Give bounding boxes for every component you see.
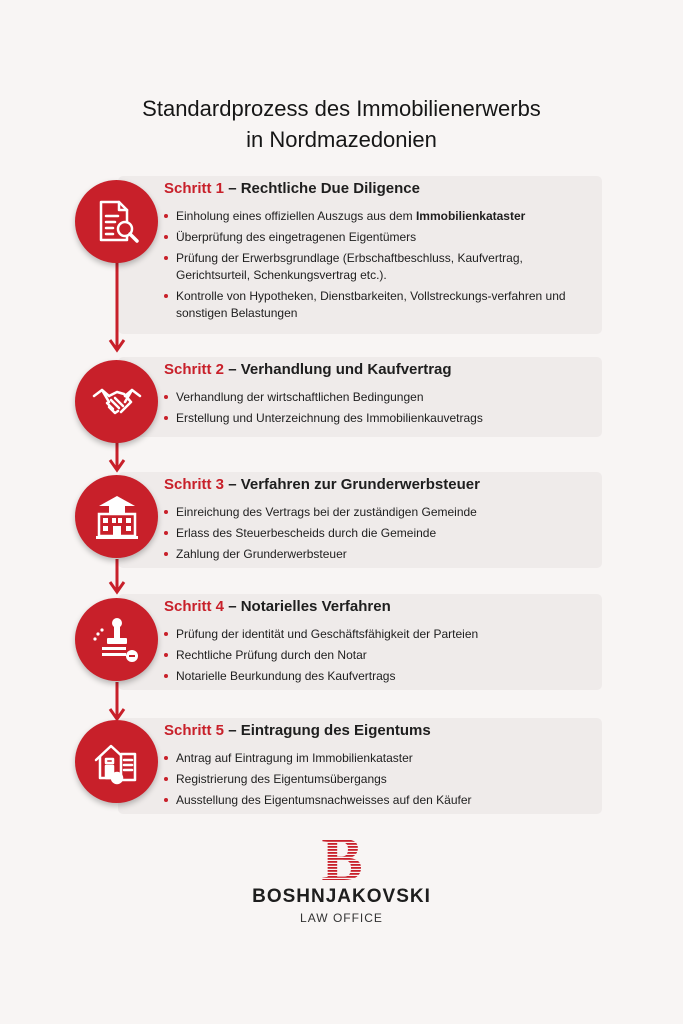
step-2-list bbox=[164, 389, 596, 431]
step-1-label: Schritt 1 bbox=[164, 180, 225, 197]
step-5-card bbox=[118, 718, 602, 814]
step-3-label: Schritt 3 bbox=[164, 476, 225, 493]
government-building-icon bbox=[75, 475, 158, 558]
list-item: Rechtliche Prüfung durch den Notar bbox=[164, 647, 596, 664]
step-2-card bbox=[118, 357, 602, 437]
step-2-dash: – bbox=[228, 361, 237, 378]
brand-logo-letter: B bbox=[321, 828, 363, 884]
document-search-icon bbox=[75, 180, 158, 263]
step-2-name: Verhandlung und Kaufvertrag bbox=[240, 361, 452, 378]
list-item: Überprüfung des eingetragenen Eigentümers bbox=[164, 229, 596, 246]
step-4-list bbox=[164, 626, 596, 689]
page-title-line-2: in Nordmazedonien bbox=[246, 127, 437, 152]
step-3-dash: – bbox=[228, 476, 237, 493]
list-item: Zahlung der Grunderwerbsteuer bbox=[164, 546, 596, 563]
emphasis-text: Immobilienkataster bbox=[415, 209, 526, 223]
step-3-card bbox=[118, 472, 602, 568]
list-item: Prüfung der identität und Geschäftsfähigkeit der Parteien bbox=[164, 626, 596, 643]
house-document-icon bbox=[75, 720, 158, 803]
step-1-dash: – bbox=[228, 180, 237, 197]
list-item: Ausstellung des Eigentumsnachweisses auf den Käufer bbox=[164, 792, 596, 809]
step-5-name: Eintragung des Eigentums bbox=[240, 722, 431, 739]
step-3-name: Verfahren zur Grunderwerbsteuer bbox=[240, 476, 480, 493]
connector-arrow-2 bbox=[108, 439, 126, 473]
step-1-list bbox=[164, 208, 596, 326]
list-item: Kontrolle von Hypotheken, Dienstbarkeiten, Vollstreckungs-verfahren und sonstigen Belastungen bbox=[164, 288, 596, 322]
handshake-icon bbox=[75, 360, 158, 443]
connector-arrow-3 bbox=[108, 559, 126, 595]
step-4-name: Notarielles Verfahren bbox=[240, 598, 391, 615]
step-4-heading bbox=[164, 598, 391, 615]
list-item: Notarielle Beurkundung des Kaufvertrags bbox=[164, 668, 596, 685]
step-1-card bbox=[118, 176, 602, 334]
list-item: Verhandlung der wirtschaftlichen Bedingungen bbox=[164, 389, 596, 406]
connector-arrow-1 bbox=[108, 262, 126, 354]
list-item: Einholung eines offiziellen Auszugs aus dem Immobilienkataster bbox=[164, 208, 596, 225]
step-5-dash: – bbox=[228, 722, 237, 739]
step-4-label: Schritt 4 bbox=[164, 598, 225, 615]
notary-stamp-icon bbox=[75, 598, 158, 681]
step-1-heading bbox=[164, 180, 420, 197]
step-5-label: Schritt 5 bbox=[164, 722, 225, 739]
step-5-heading bbox=[164, 722, 431, 739]
connector-arrow-4 bbox=[108, 682, 126, 722]
list-item: Registrierung des Eigentumsübergangs bbox=[164, 771, 596, 788]
list-item: Erstellung und Unterzeichnung des Immobilienkauvetrags bbox=[164, 410, 596, 427]
step-1-name: Rechtliche Due Diligence bbox=[240, 180, 420, 197]
page-title-line-1: Standardprozess des Immobilienerwerbs bbox=[142, 96, 541, 121]
step-3-list bbox=[164, 504, 596, 567]
list-item: Antrag auf Eintragung im Immobilienkataster bbox=[164, 750, 596, 767]
brand-logo-b-icon bbox=[311, 828, 373, 884]
brand-subtitle: LAW OFFICE bbox=[300, 911, 383, 925]
step-5-list bbox=[164, 750, 596, 813]
step-4-card bbox=[118, 594, 602, 690]
list-item: Prüfung der Erwerbsgrundlage (Erbschaftbeschluss, Kaufvertrag, Gerichtsurteil, Schenkungsvertrag etc.). bbox=[164, 250, 596, 284]
step-2-label: Schritt 2 bbox=[164, 361, 225, 378]
brand-name: BOSHNJAKOVSKI bbox=[252, 886, 431, 907]
step-3-heading bbox=[164, 476, 480, 493]
step-4-dash: – bbox=[228, 598, 237, 615]
list-item: Einreichung des Vertrags bei der zuständigen Gemeinde bbox=[164, 504, 596, 521]
list-item: Erlass des Steuerbescheids durch die Gemeinde bbox=[164, 525, 596, 542]
step-2-heading bbox=[164, 361, 452, 378]
